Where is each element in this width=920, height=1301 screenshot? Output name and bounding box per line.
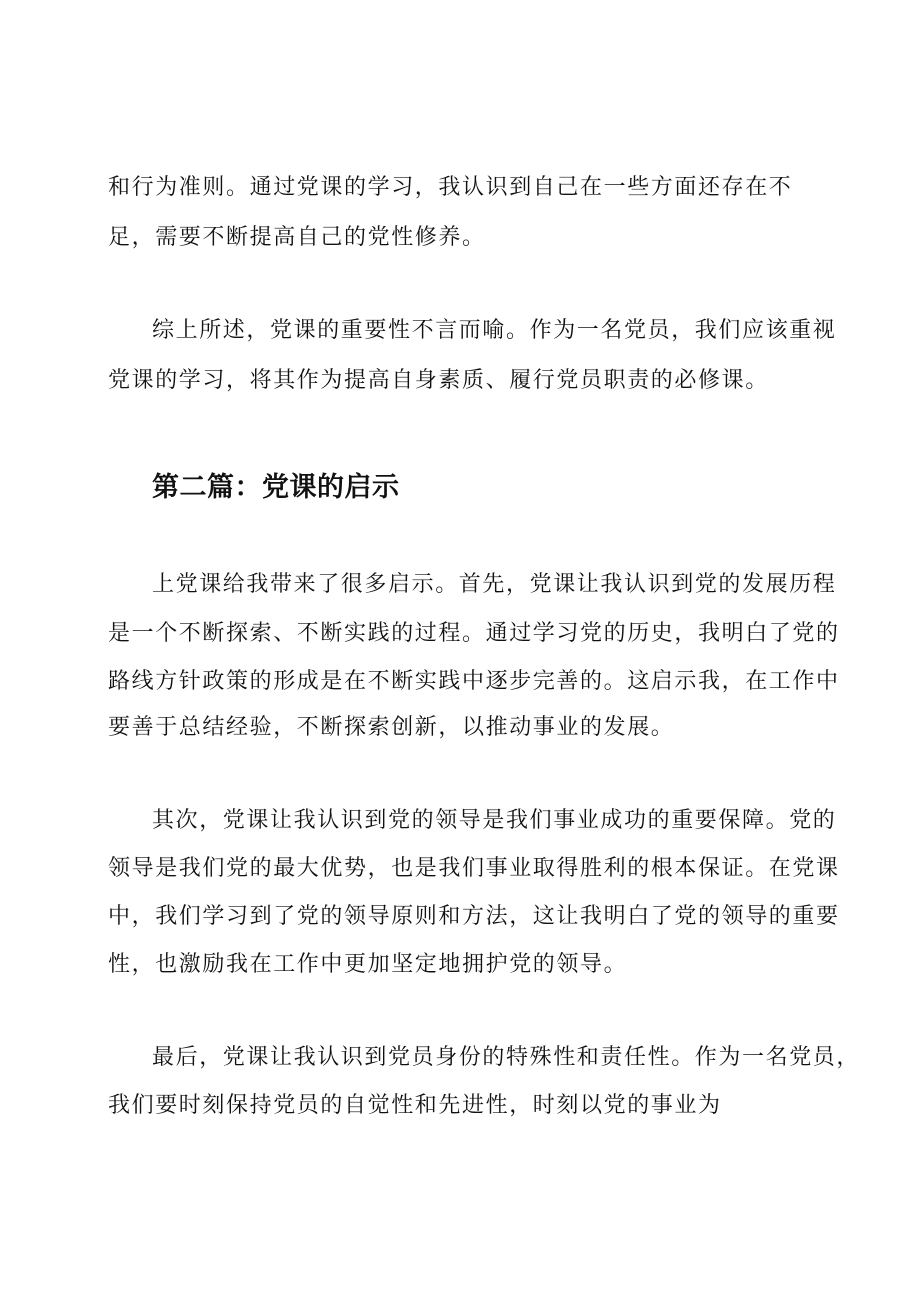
paragraph-line: 中，我们学习到了党的领导原则和方法，这让我明白了党的领导的重要 [108,904,840,929]
paragraph-line: 足，需要不断提高自己的党性修养。 [108,225,486,250]
paragraph-line: 领导是我们党的最大优势，也是我们事业取得胜利的根本保证。在党课 [108,856,840,881]
paragraph-line: 其次，党课让我认识到党的领导是我们事业成功的重要保障。党的 [152,808,837,833]
paragraph-line: 要善于总结经验，不断探索创新，以推动事业的发展。 [108,715,675,740]
paragraph-line: 最后，党课让我认识到党员身份的特殊性和责任性。作为一名党员， [152,1045,861,1070]
paragraph-line: 综上所述，党课的重要性不言而喻。作为一名党员，我们应该重视 [152,318,837,343]
section-heading: 第二篇：党课的启示 [152,472,400,503]
paragraph-line: 路线方针政策的形成是在不断实践中逐步完善的。这启示我，在工作中 [108,669,840,694]
paragraph-line: 上党课给我带来了很多启示。首先，党课让我认识到党的发展历程 [152,572,837,597]
paragraph-line: 党课的学习，将其作为提高自身素质、履行党员职责的必修课。 [108,368,769,393]
paragraph-line: 和行为准则。通过党课的学习，我认识到自己在一些方面还存在不 [108,175,793,200]
paragraph-line: 性，也激励我在工作中更加坚定地拥护党的领导。 [108,952,628,977]
paragraph-line: 我们要时刻保持党员的自觉性和先进性，时刻以党的事业为 [108,1093,722,1118]
paragraph-line: 是一个不断探索、不断实践的过程。通过学习党的历史，我明白了党的 [108,621,840,646]
